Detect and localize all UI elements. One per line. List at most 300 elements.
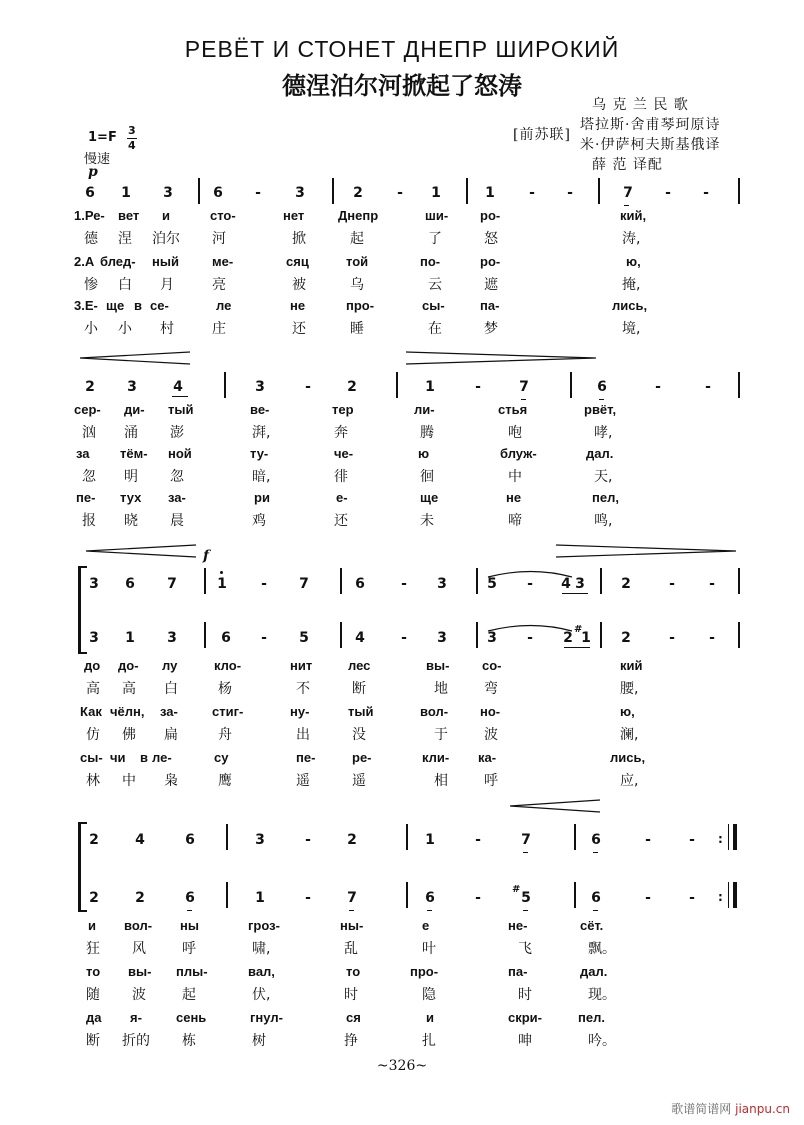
note: 2 [347, 832, 357, 848]
syllable: 哮, [594, 425, 613, 441]
note: 2 [621, 576, 631, 592]
syllable: 遥 [296, 773, 310, 789]
syllable: то [86, 964, 101, 979]
barline [738, 372, 740, 398]
note: 1 [431, 185, 441, 201]
credit-origin: 乌 克 兰 民 歌 [592, 97, 689, 113]
note: 3 [575, 576, 585, 592]
barline [738, 178, 740, 204]
note-dash: - [567, 185, 573, 201]
syllable: 飞 [518, 941, 532, 957]
syllable: не [290, 298, 306, 313]
syllable: вол- [124, 918, 153, 933]
barline [466, 178, 468, 204]
barline [476, 622, 478, 648]
syllable: 遥 [352, 773, 366, 789]
syllable: за- [168, 490, 186, 505]
syllable: ный [152, 254, 179, 269]
syllable: 乌 [350, 277, 364, 293]
syllable: 相 [434, 773, 448, 789]
note-dash: - [665, 185, 671, 201]
underline [562, 593, 588, 594]
note: 7 [299, 576, 309, 592]
syllable: 乱 [344, 941, 358, 957]
note-dash: - [305, 832, 311, 848]
syllable: ме- [212, 254, 234, 269]
syllable: 涌 [124, 425, 138, 441]
barline [738, 568, 740, 594]
syllable: 伏, [252, 987, 271, 1003]
syllable: 泊尔 [152, 231, 180, 247]
sharp-sign: # [512, 884, 521, 895]
syllable: тер [332, 402, 354, 417]
barline [340, 568, 342, 594]
syllable: 境, [622, 321, 641, 337]
syllable: 腾 [420, 425, 434, 441]
syllable: 啼 [508, 513, 522, 529]
note: 6 [85, 185, 95, 201]
barline [204, 622, 206, 648]
sharp-sign: # [574, 624, 583, 635]
syllable: 高 [122, 681, 136, 697]
note: 3 [163, 185, 173, 201]
note: 2 [89, 832, 99, 848]
note: 4 [561, 576, 571, 592]
note: 2 [135, 890, 145, 906]
syllable: 随 [86, 987, 100, 1003]
syllable: 忽 [82, 469, 96, 485]
note-dash: - [645, 832, 651, 848]
tempo-marking: 慢速 [84, 152, 111, 167]
syllable: 湃, [252, 425, 271, 441]
syllable: 佛 [122, 727, 136, 743]
syllable: по- [420, 254, 441, 269]
underline-dot [593, 852, 598, 853]
syllable: за [76, 446, 90, 461]
syllable: ту- [250, 446, 269, 461]
bracket-cap-top [78, 822, 87, 824]
syllable: стья [498, 402, 528, 417]
syllable: 时 [518, 987, 532, 1003]
note: 2 [353, 185, 363, 201]
syllable: и [162, 208, 170, 223]
syllable: в [134, 298, 142, 313]
note: 3 [167, 630, 177, 646]
syllable: кло- [214, 658, 242, 673]
syllable: 吟。 [588, 1033, 616, 1049]
syllable: 遮 [484, 277, 498, 293]
syllable: 出 [296, 727, 310, 743]
syllable: не [506, 490, 522, 505]
note: 5 [521, 890, 531, 906]
note: 6 [425, 890, 435, 906]
note: 4 [135, 832, 145, 848]
barline-thin [728, 882, 729, 908]
syllable: е- [336, 490, 348, 505]
syllable: 断 [352, 681, 366, 697]
note: 1 [121, 185, 131, 201]
syllable: в [140, 750, 148, 765]
note-dash: - [689, 832, 695, 848]
syllable: 白 [118, 277, 132, 293]
syllable: вол- [420, 704, 449, 719]
note: 4 [355, 630, 365, 646]
note: 6 [591, 890, 601, 906]
syllable: ю [418, 446, 430, 461]
syllable: ны- [340, 918, 364, 933]
syllable: 栋 [182, 1033, 196, 1049]
syllable: Как [80, 704, 102, 719]
note: 3 [89, 576, 99, 592]
syllable: 被 [292, 277, 306, 293]
syllable: 梦 [484, 321, 498, 337]
note-dash: - [689, 890, 695, 906]
syllable: 还 [334, 513, 348, 529]
syllable: пел. [578, 1010, 605, 1025]
syllable: 波 [132, 987, 146, 1003]
syllable: 白 [164, 681, 178, 697]
note: 6 [213, 185, 223, 201]
dynamic-forte: f [203, 548, 210, 564]
note-dash: - [527, 630, 533, 646]
syllable: не- [508, 918, 528, 933]
syllable: 村 [160, 321, 174, 337]
syllable: 现。 [588, 987, 616, 1003]
syllable: стиг- [212, 704, 244, 719]
syllable: 小 [84, 321, 98, 337]
barline-thick [733, 824, 737, 850]
syllable: тый [348, 704, 374, 719]
syllable: 仿 [86, 727, 100, 743]
underline-dot [593, 910, 598, 911]
credit-lyricist: 塔拉斯·舍甫琴珂原诗 [580, 117, 721, 133]
syllable: 飘。 [588, 941, 616, 957]
syllable: 波 [484, 727, 498, 743]
syllable: 中 [122, 773, 136, 789]
barline [332, 178, 334, 204]
note: 3 [255, 379, 265, 395]
syllable: ди- [124, 402, 145, 417]
syllable: про- [410, 964, 439, 979]
time-signature-top: 3 [128, 124, 136, 137]
bracket-cap-bottom [78, 652, 87, 654]
syllable: 2.А [74, 254, 95, 269]
syllable: 杨 [218, 681, 232, 697]
syllable: 腰, [620, 681, 639, 697]
syllable: сёт. [580, 918, 604, 933]
note: 6 [185, 832, 195, 848]
note-dash: - [669, 630, 675, 646]
syllable: ши- [425, 208, 449, 223]
syllable: ще [106, 298, 125, 313]
note: 2 [621, 630, 631, 646]
barline-thick [733, 882, 737, 908]
syllable: лись, [610, 750, 646, 765]
barline [598, 178, 600, 204]
syllable: кий, [620, 208, 647, 223]
barline [406, 882, 408, 908]
syllable: ро- [480, 208, 501, 223]
tie-arc [486, 622, 576, 632]
syllable: ли- [414, 402, 435, 417]
syllable: сяц [286, 254, 309, 269]
syllable: про- [346, 298, 375, 313]
syllable: 天, [594, 469, 613, 485]
syllable: блуж- [500, 446, 537, 461]
system-bracket [78, 822, 81, 912]
syllable: 了 [428, 231, 442, 247]
syllable: лись, [612, 298, 648, 313]
octave-dot [220, 571, 223, 574]
syllable: ще [420, 490, 439, 505]
barline [600, 622, 602, 648]
barline [340, 622, 342, 648]
dynamic-piano: p [88, 164, 98, 180]
syllable: нет [283, 208, 305, 223]
underline-dot [523, 910, 528, 911]
note: 7 [521, 832, 531, 848]
syllable: пе- [76, 490, 96, 505]
syllable: 不 [296, 681, 310, 697]
note: 3 [89, 630, 99, 646]
note: 1 [255, 890, 265, 906]
syllable: 掩, [622, 277, 641, 293]
syllable: лу [162, 658, 178, 673]
syllable: 掀 [292, 231, 306, 247]
syllable: 奔 [334, 425, 348, 441]
barline [570, 372, 572, 398]
note: 6 [185, 890, 195, 906]
barline [738, 622, 740, 648]
syllable: е [422, 918, 430, 933]
syllable: ся [346, 1010, 361, 1025]
syllable: да [86, 1010, 102, 1025]
syllable: за- [160, 704, 178, 719]
note: 2 [563, 630, 573, 646]
barline [226, 824, 228, 850]
syllable: вы- [426, 658, 450, 673]
syllable: тух [120, 490, 142, 505]
underline-dot [427, 910, 432, 911]
syllable: чёлн, [110, 704, 145, 719]
syllable: 睡 [350, 321, 364, 337]
syllable: пел, [592, 490, 619, 505]
page-number: ~326~ [376, 1058, 428, 1074]
syllable: вал, [248, 964, 275, 979]
syllable: 挣 [344, 1033, 358, 1049]
note: 3 [437, 630, 447, 646]
note: 6 [221, 630, 231, 646]
note-dash: - [709, 630, 715, 646]
syllable: 折的 [122, 1033, 150, 1049]
credit-translator-ru: 米·伊萨柯夫斯基俄译 [580, 137, 721, 153]
syllable: па- [480, 298, 500, 313]
syllable: блед- [100, 254, 136, 269]
note-dash: - [529, 185, 535, 201]
syllable: ю, [626, 254, 641, 269]
syllable: 高 [86, 681, 100, 697]
note-dash: - [255, 185, 261, 201]
syllable: 舟 [218, 727, 232, 743]
syllable: 云 [428, 277, 442, 293]
syllable: 明 [124, 469, 138, 485]
note: 2 [85, 379, 95, 395]
syllable: 3.Е- [74, 298, 98, 313]
syllable: 鹰 [218, 773, 232, 789]
repeat-dots: : [718, 832, 723, 846]
syllable: 扎 [422, 1033, 436, 1049]
note: 7 [347, 890, 357, 906]
syllable: 没 [352, 727, 366, 743]
key-signature: 1=F [88, 130, 117, 145]
syllable: 咆 [508, 425, 522, 441]
syllable: 未 [420, 513, 434, 529]
syllable: 河 [212, 231, 226, 247]
syllable: сы- [80, 750, 103, 765]
syllable: 忽 [170, 469, 184, 485]
syllable: 林 [86, 773, 100, 789]
syllable: 庄 [212, 321, 226, 337]
note: 1 [425, 379, 435, 395]
note-dash: - [261, 630, 267, 646]
bracket-cap-top [78, 566, 87, 568]
tie-arc [486, 568, 576, 578]
syllable: 呻 [518, 1033, 532, 1049]
syllable: 澎 [170, 425, 184, 441]
syllable: па- [508, 964, 528, 979]
syllable: кли- [422, 750, 450, 765]
syllable: 小 [118, 321, 132, 337]
syllable: 于 [434, 727, 448, 743]
syllable: 怒 [484, 231, 498, 247]
syllable: скри- [508, 1010, 542, 1025]
barline [600, 568, 602, 594]
syllable: 隐 [422, 987, 436, 1003]
syllable: сы- [422, 298, 445, 313]
syllable: вет [118, 208, 140, 223]
syllable: 啸, [252, 941, 271, 957]
syllable: 起 [182, 987, 196, 1003]
crescendo-hairpin [86, 543, 206, 559]
note-dash: - [475, 890, 481, 906]
syllable: 惨 [84, 277, 98, 293]
note: 3 [255, 832, 265, 848]
syllable: 德 [84, 231, 98, 247]
syllable: 月 [160, 277, 174, 293]
syllable: лес [348, 658, 371, 673]
syllable: тый [168, 402, 194, 417]
note: 1 [217, 576, 227, 592]
barline [226, 882, 228, 908]
underline-dot [349, 910, 354, 911]
underline-dot [599, 399, 604, 400]
syllable: 报 [82, 513, 96, 529]
syllable: рвёт, [584, 402, 617, 417]
barline-thin [728, 824, 729, 850]
note-dash: - [709, 576, 715, 592]
note: 3 [487, 630, 497, 646]
syllable: кий [620, 658, 643, 673]
barline [574, 824, 576, 850]
time-signature-bottom: 4 [128, 139, 136, 152]
syllable: ро- [480, 254, 501, 269]
syllable: 鸡 [252, 513, 266, 529]
syllable: до- [118, 658, 139, 673]
syllable: гроз- [248, 918, 280, 933]
syllable: той [346, 254, 369, 269]
barline [224, 372, 226, 398]
note: 6 [591, 832, 601, 848]
note: 4 [173, 379, 183, 395]
syllable: 断 [86, 1033, 100, 1049]
title-chinese: 德涅泊尔河掀起了怒涛 [282, 72, 522, 100]
note-dash: - [305, 379, 311, 395]
note: 5 [299, 630, 309, 646]
syllable: 扁 [164, 727, 178, 743]
syllable: ка- [478, 750, 497, 765]
barline [396, 372, 398, 398]
syllable: 风 [132, 941, 146, 957]
syllable: чи [110, 750, 126, 765]
watermark-url: jianpu.cn [735, 1102, 790, 1116]
underline-dot [523, 852, 528, 853]
syllable: 暗, [252, 469, 271, 485]
note-dash: - [703, 185, 709, 201]
syllable: я- [130, 1010, 142, 1025]
underline-dot [187, 910, 192, 911]
note: 6 [125, 576, 135, 592]
note-dash: - [305, 890, 311, 906]
note: 1 [425, 832, 435, 848]
note-dash: - [401, 630, 407, 646]
syllable: то [346, 964, 361, 979]
note: 3 [437, 576, 447, 592]
credit-prefix: [前苏联] [513, 127, 571, 143]
note: 2 [347, 379, 357, 395]
syllable: 呼 [182, 941, 196, 957]
bracket-cap-bottom [78, 910, 87, 912]
underline [564, 647, 590, 648]
diminuendo-hairpin [556, 543, 746, 559]
syllable: 时 [344, 987, 358, 1003]
credit-translator-zh: 薛 范 译配 [592, 157, 663, 173]
syllable: ну- [290, 704, 310, 719]
syllable: ной [168, 446, 192, 461]
syllable: плы- [176, 964, 208, 979]
note: 7 [167, 576, 177, 592]
barline [204, 568, 206, 594]
system-bracket [78, 566, 81, 654]
syllable: 亮 [212, 277, 226, 293]
barline [406, 824, 408, 850]
syllable: 地 [434, 681, 448, 697]
syllable: вы- [128, 964, 152, 979]
syllable: Днепр [338, 208, 379, 223]
note-dash: - [401, 576, 407, 592]
note: 1 [125, 630, 135, 646]
note: 3 [295, 185, 305, 201]
syllable: гнул- [250, 1010, 283, 1025]
syllable: сто- [210, 208, 236, 223]
syllable: су [214, 750, 229, 765]
note: 1 [581, 630, 591, 646]
syllable: ри [254, 490, 270, 505]
note: 6 [355, 576, 365, 592]
note: 2 [89, 890, 99, 906]
syllable: и [88, 918, 96, 933]
note-dash: - [261, 576, 267, 592]
syllable: 1.Ре- [74, 208, 105, 223]
